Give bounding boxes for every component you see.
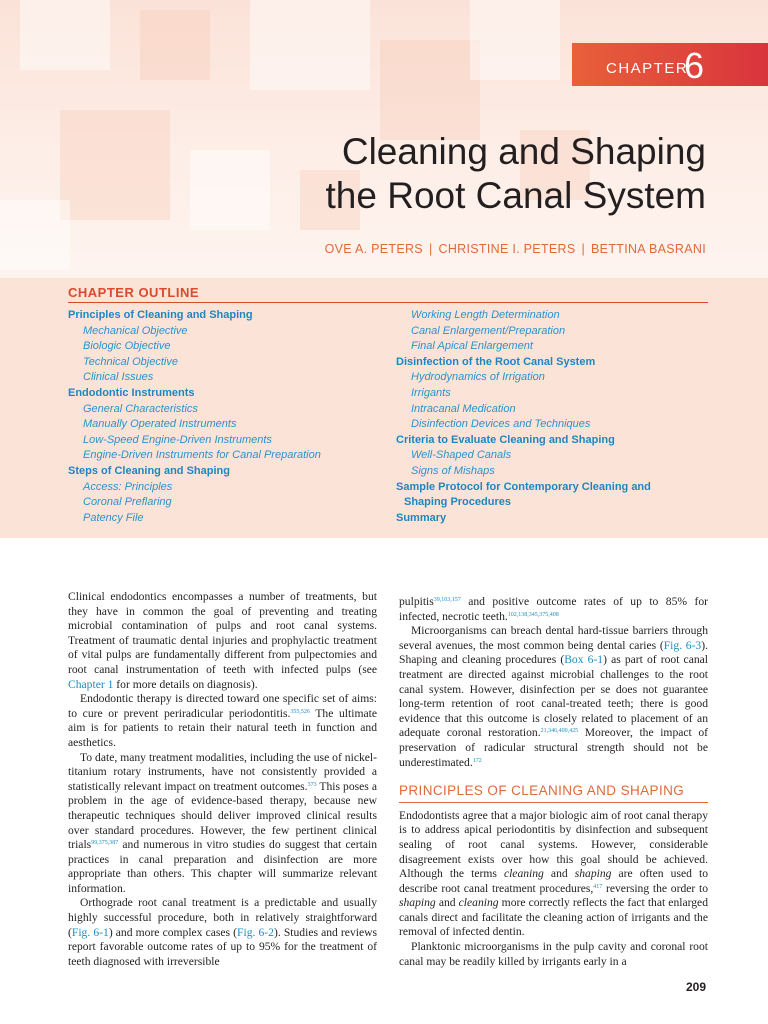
outline-subsection-item[interactable]: Low-Speed Engine-Driven Instruments <box>83 433 272 446</box>
outline-subsection-item[interactable]: Well-Shaped Canals <box>411 449 512 462</box>
author-name: OVE A. PETERS <box>324 242 423 256</box>
author-name: CHRISTINE I. PETERS <box>438 242 576 256</box>
outline-right-column <box>396 308 716 526</box>
outline-section-item[interactable]: Steps of Cleaning and Shaping <box>68 464 230 477</box>
author-separator: | <box>428 242 433 256</box>
outline-subsection-item[interactable]: Biologic Objective <box>83 340 171 353</box>
body-right-column <box>399 595 708 969</box>
outline-subsection-item[interactable]: General Characteristics <box>83 402 198 415</box>
paragraph: Orthograde root canal treatment is a predictable and usually highly successful procedure, both in relatively straightforward (Fig. 6-1) and more complex cases (Fig. 6-2). Studies and reviews report favorable outcome rates of up to 95% for the treatment of teeth diagnosed with irreversible <box>68 896 377 968</box>
outline-divider <box>68 302 708 303</box>
citation[interactable]: 373 <box>307 781 317 788</box>
outline-subsection-item[interactable]: Final Apical Enlargement <box>411 340 533 353</box>
outline-subsection-item[interactable]: Manually Operated Instruments <box>83 418 237 431</box>
outline-subsection-item[interactable]: Patency File <box>83 511 144 524</box>
citation[interactable]: 355,526 <box>290 708 310 715</box>
outline-subsection-item[interactable]: Disinfection Devices and Techniques <box>411 418 591 431</box>
outline-subsection-item[interactable]: Intracanal Medication <box>411 402 516 415</box>
outline-subsection-item[interactable]: Coronal Preflaring <box>83 496 172 509</box>
chapter-outline-heading: CHAPTER OUTLINE <box>68 285 199 300</box>
citation[interactable]: 39,103,157 <box>433 597 461 603</box>
paragraph: Planktonic microorganisms in the pulp cavity and coronal root canal may be readily killed by irrigants early in a <box>399 940 708 968</box>
paragraph: Microorganisms can breach dental hard-tissue barriers through several avenues, the most common being dental caries (Fig. 6-3). Shaping and cleaning procedures (Box 6-1) as part of root canal treatment are directed against microbial challenges to the root canal system. However, disinfection per se does not guarantee long-term retention of root canal-treated teeth; there is good evidence that this outcome is closely related to placement of an adequate coronal restoration.$^{21,346,400,425}$ Moreover, the impact of preservation of radicular structural strength should not be underestimated.$^{172}$ <box>399 624 709 769</box>
chapter-number: 6 <box>684 45 705 86</box>
citation[interactable]: 417 <box>593 883 603 890</box>
outline-left-column <box>68 308 388 526</box>
body-left-column <box>68 590 377 969</box>
paragraph: To date, many treatment modalities, including the use of nickel-titanium rotary instruments, have not consistently provided a statistically relevant impact on treatment outcomes.$^{373}$ This poses a problem in the age of evidence-based therapy, because new therapeutic techniques should deliver improved clinical results over standard procedures. However, the few pertinent clinical trials$^{99,375,387}$ and numerous in vitro studies do suggest that certain practices in canal preparation and disinfection are more appropriate than others. This chapter will summarize relevant information. <box>68 750 377 895</box>
page-number: 209 <box>685 980 706 994</box>
chapter-title <box>326 130 706 218</box>
paragraph: Clinical endodontics encompasses a number of treatments, but they have in common the goal of preventing and treating microbial contamination of pulps and root canal systems. Treatment of traumatic dental injuries and prophylactic treatment of vital pulps are fundamentally different from pulpectomies and root canal instrumentation of teeth with infected pulps (see Chapter 1 for more details on diagnosis). <box>68 590 377 691</box>
outline-subsection-item[interactable]: Signs of Mishaps <box>411 464 495 477</box>
box-link[interactable]: Box 6-1 <box>564 653 604 667</box>
outline-section-item[interactable]: Endodontic Instruments <box>68 386 195 399</box>
chapter-title-line-2: the Root Canal System <box>325 175 706 216</box>
citation[interactable]: 99,375,387 <box>91 840 119 847</box>
outline-section-item[interactable]: Summary <box>396 511 447 524</box>
figure-link[interactable]: Fig. 6-3 <box>663 638 702 652</box>
section-heading: PRINCIPLES OF CLEANING AND SHAPING <box>399 784 708 803</box>
outline-subsection-item[interactable]: Mechanical Objective <box>83 324 188 337</box>
chapter-tab <box>572 43 768 86</box>
figure-link[interactable]: Fig. 6-1 <box>71 925 109 939</box>
outline-section-item[interactable]: Disinfection of the Root Canal System <box>396 355 596 368</box>
paragraph: pulpitis$^{39,103,157}$ and positive outcome rates of up to 85% for infected, necrotic teeth.$^{102,138,345,375,408}$ <box>399 595 708 623</box>
citation[interactable]: 102,138,345,375,408 <box>507 611 559 618</box>
outline-section-item[interactable]: Sample Protocol for Contemporary Cleaning and <box>396 480 651 493</box>
outline-subsection-item[interactable]: Access: Principles <box>83 480 173 493</box>
outline-subsection-item[interactable]: Canal Enlargement/Preparation <box>411 324 566 337</box>
figure-link[interactable]: Fig. 6-2 <box>237 925 274 939</box>
outline-subsection-item[interactable]: Clinical Issues <box>83 371 154 384</box>
outline-subsection-item[interactable]: Irrigants <box>411 386 451 399</box>
outline-section-item[interactable]: Principles of Cleaning and Shaping <box>68 309 253 321</box>
chapter-title-line-1: Cleaning and Shaping <box>341 131 706 172</box>
outline-section-item[interactable]: Shaping Procedures <box>404 496 511 509</box>
paragraph: Endodontists agree that a major biologic aim of root canal therapy is to address apical periodontitis by disinfection and subsequent sealing of root canal systems. However, considerable disagreement exists over how this goal should be achieved. Although the terms cleaning and shaping are often used to describe root canal treatment procedures,$^{417}$ reversing the order to shaping and cleaning more correctly reflects the fact that enlarged canals direct and facilitate the cleaning action of irrigants and the removal of infected dentin. <box>399 808 709 939</box>
paragraph: Endodontic therapy is directed toward one specific set of aims: to cure or prevent periradicular periodontitis.$^{355,526}$ The ultimate aim is for patients to retain their natural teeth in function and aesthetics. <box>68 692 378 749</box>
outline-subsection-item[interactable]: Hydrodynamics of Irrigation <box>411 371 545 384</box>
outline-subsection-item[interactable]: Engine-Driven Instruments for Canal Preparation <box>83 449 321 462</box>
chapter-link[interactable]: Chapter 1 <box>68 677 114 691</box>
outline-subsection-item[interactable]: Working Length Determination <box>411 309 560 321</box>
outline-section-item[interactable]: Criteria to Evaluate Cleaning and Shaping <box>396 433 615 446</box>
chapter-label: CHAPTER <box>606 60 689 77</box>
citation[interactable]: 21,346,400,425 <box>540 728 579 735</box>
citation[interactable]: 172 <box>472 757 482 764</box>
author-separator: | <box>581 242 586 256</box>
outline-subsection-item[interactable]: Technical Objective <box>83 355 178 368</box>
author-name: BETTINA BASRANI <box>591 242 706 256</box>
author-list <box>325 242 706 256</box>
